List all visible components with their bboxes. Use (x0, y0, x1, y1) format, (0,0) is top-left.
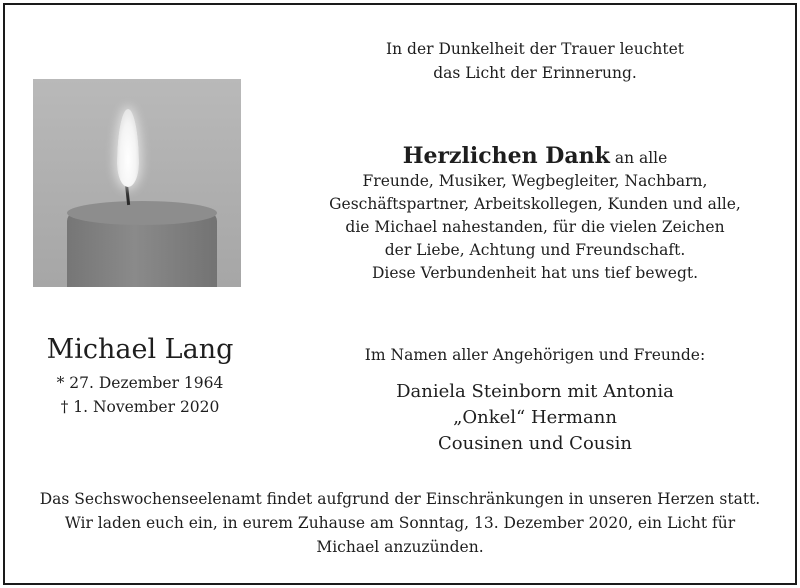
thanks-section (305, 145, 765, 285)
quote (305, 37, 765, 85)
thanks-line: der Liebe, Achtung und Freundschaft. (384, 241, 686, 259)
thanks-heading-tail: an alle (614, 149, 668, 167)
quote-line-1: In der Dunkelheit der Trauer leuchtet (386, 40, 684, 58)
thanks-line: Freunde, Musiker, Wegbegleiter, Nachbarn, (362, 172, 708, 190)
birth-date: * 27. Dezember 1964 (56, 374, 224, 392)
death-date: † 1. November 2020 (60, 398, 220, 416)
thanks-line: Diese Verbundenheit hat uns tief bewegt. (371, 264, 699, 282)
thanks-line: die Michael nahestanden, für die vielen Zeichen (345, 218, 725, 236)
footer-line-2: Wir laden euch ein, in eurem Zuhause am Sonntag, 13. Dezember 2020, ein Licht für (64, 514, 736, 532)
candle-photo (33, 79, 241, 287)
life-dates (25, 371, 255, 419)
thanks-heading-line (305, 145, 765, 170)
signer: Daniela Steinborn mit Antonia (396, 381, 674, 402)
signers (305, 379, 765, 457)
footer-line-3: Michael anzuzünden. (316, 538, 484, 556)
candle-top (67, 201, 217, 225)
deceased-name: Michael Lang (46, 334, 234, 365)
signer: „Onkel“ Hermann (453, 407, 617, 428)
footer-line-1: Das Sechswochenseelenamt findet aufgrund der Einschränkungen in unseren Herzen statt. (39, 490, 761, 508)
quote-line-2: das Licht der Erinnerung. (433, 64, 637, 82)
obituary-card (3, 3, 797, 585)
thanks-heading: Herzlichen Dank (402, 143, 610, 169)
footer-note (15, 487, 785, 559)
candle-flame-icon (117, 109, 139, 187)
signer: Cousinen und Cousin (438, 433, 632, 454)
thanks-line: Geschäftspartner, Arbeitskollegen, Kunden und alle, (329, 195, 741, 213)
on-behalf-line: Im Namen aller Angehörigen und Freunde: (364, 346, 706, 364)
